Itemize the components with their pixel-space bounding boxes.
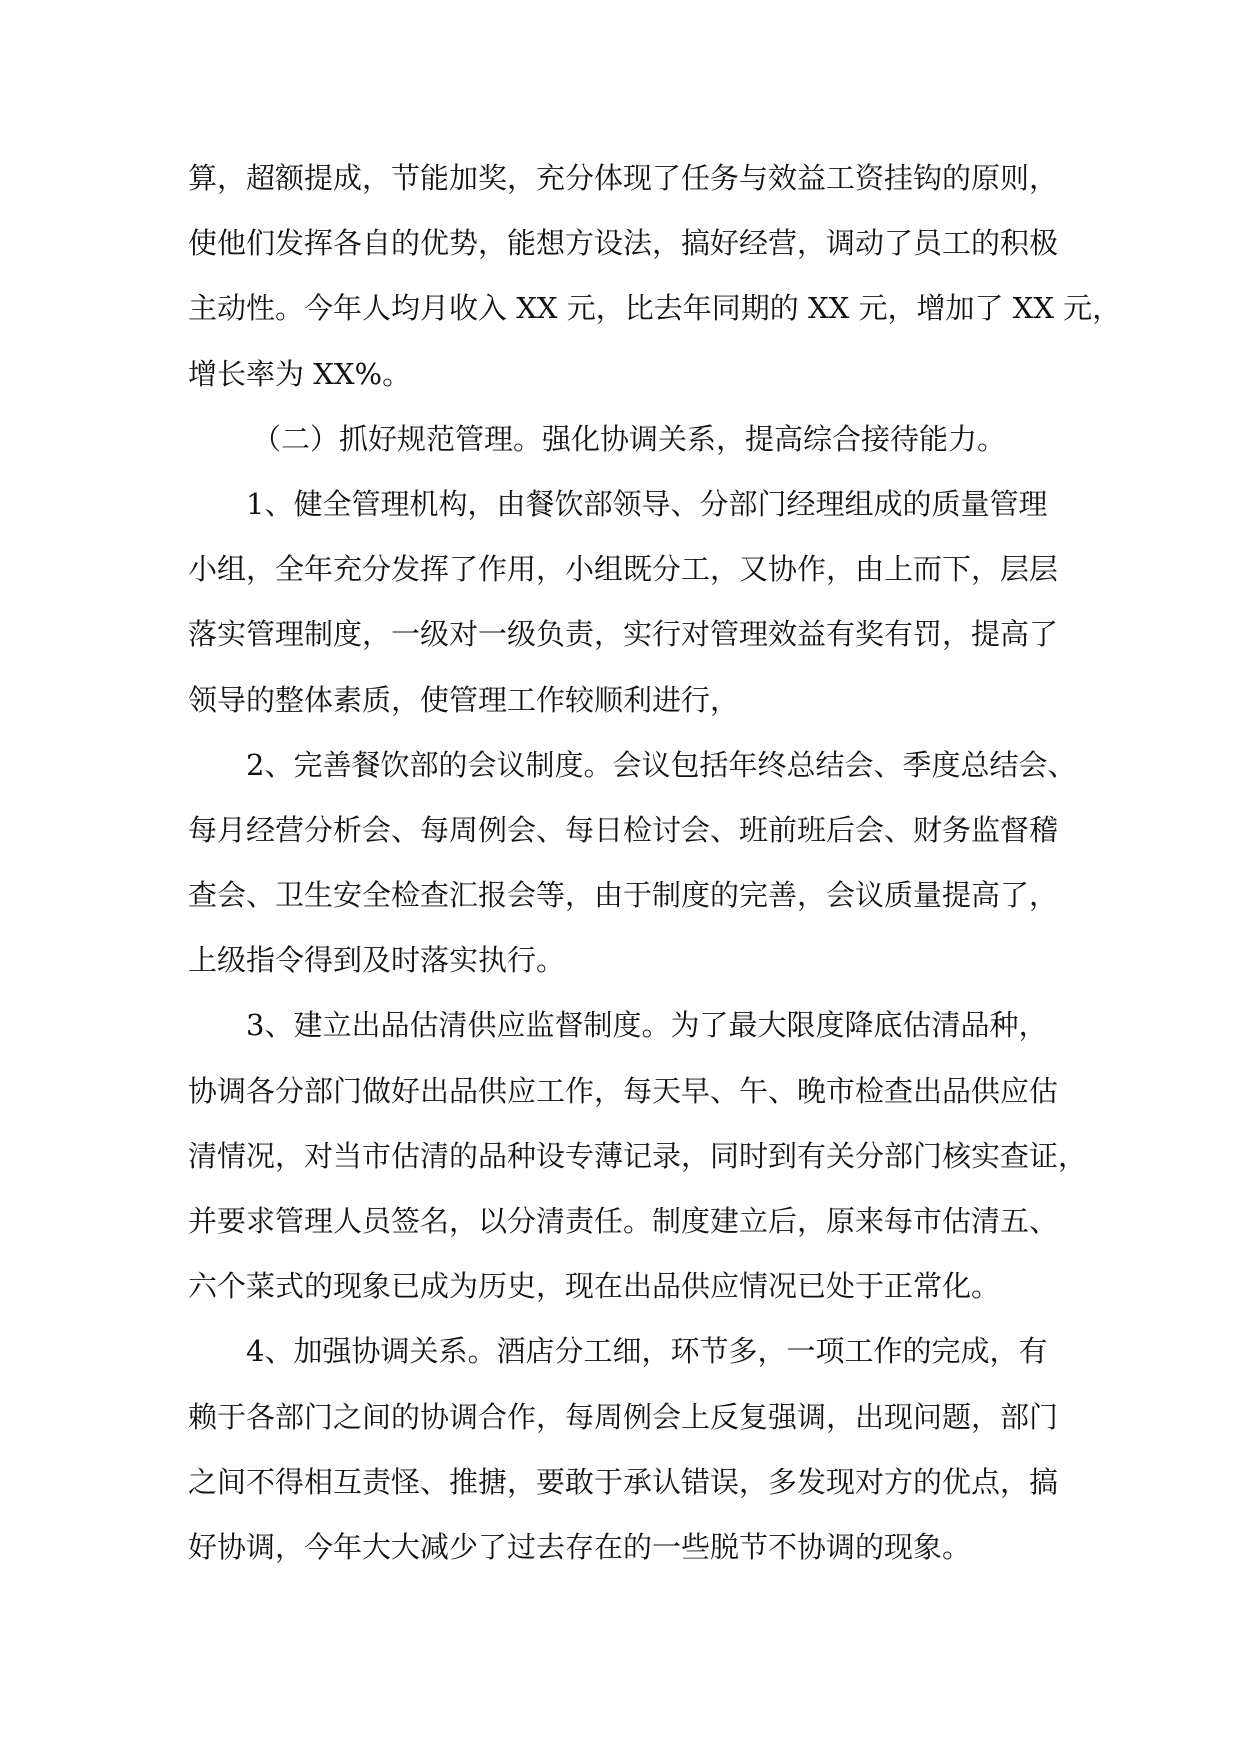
text-line: 小组，全年充分发挥了作用，小组既分工，又协作，由上而下，层层 xyxy=(188,552,1059,587)
text-line: 主动性。今年人均月收入 XX 元，比去年同期的 XX 元，增加了 XX 元， xyxy=(188,291,1122,326)
paragraph-first-line: 4、加强协调关系。酒店分工细，环节多，一项工作的完成，有 xyxy=(246,1334,1048,1369)
text-line: 清情况，对当市估清的品种设专薄记录，同时到有关分部门核实查证， xyxy=(188,1138,1088,1173)
paragraph-first-line: 1、健全管理机构，由餐饮部领导、分部门经理组成的质量管理 xyxy=(246,486,1048,521)
text-line: 每月经营分析会、每周例会、每日检讨会、班前班后会、财务监督稽 xyxy=(188,812,1059,847)
text-line: 六个菜式的现象已成为历史，现在出品供应情况已处于正常化。 xyxy=(188,1269,1001,1304)
document-body xyxy=(188,158,1122,1592)
text-line: 协调各分部门做好出品供应工作，每天早、午、晚市检查出品供应估 xyxy=(188,1073,1059,1108)
text-line: 使他们发挥各自的优势，能想方设法，搞好经营，调动了员工的积极 xyxy=(188,226,1059,261)
text-line: 上级指令得到及时落实执行。 xyxy=(188,943,566,978)
text-line: 赖于各部门之间的协调合作，每周例会上反复强调，出现问题，部门 xyxy=(188,1399,1059,1434)
text-line: 好协调，今年大大减少了过去存在的一些脱节不协调的现象。 xyxy=(188,1529,972,1564)
text-line: 增长率为 XX%。 xyxy=(188,356,412,391)
text-line: 领导的整体素质，使管理工作较顺利进行， xyxy=(188,682,740,717)
text-line: 之间不得相互责怪、推搪，要敢于承认错误，多发现对方的优点，搞 xyxy=(188,1464,1059,1499)
section-heading: （二）抓好规范管理。强化协调关系，提高综合接待能力。 xyxy=(252,421,1007,456)
paragraph-first-line: 2、完善餐饮部的会议制度。会议包括年终总结会、季度总结会、 xyxy=(246,747,1077,782)
paragraph-first-line: 3、建立出品估清供应监督制度。为了最大限度降底估清品种， xyxy=(246,1008,1048,1043)
text-line: 算，超额提成，节能加奖，充分体现了任务与效益工资挂钩的原则， xyxy=(188,161,1059,195)
text-line: 查会、卫生安全检查汇报会等，由于制度的完善，会议质量提高了， xyxy=(188,878,1059,913)
text-line: 落实管理制度，一级对一级负责，实行对管理效益有奖有罚，提高了 xyxy=(188,617,1059,652)
text-line: 并要求管理人员签名，以分清责任。制度建立后，原来每市估清五、 xyxy=(188,1204,1059,1238)
